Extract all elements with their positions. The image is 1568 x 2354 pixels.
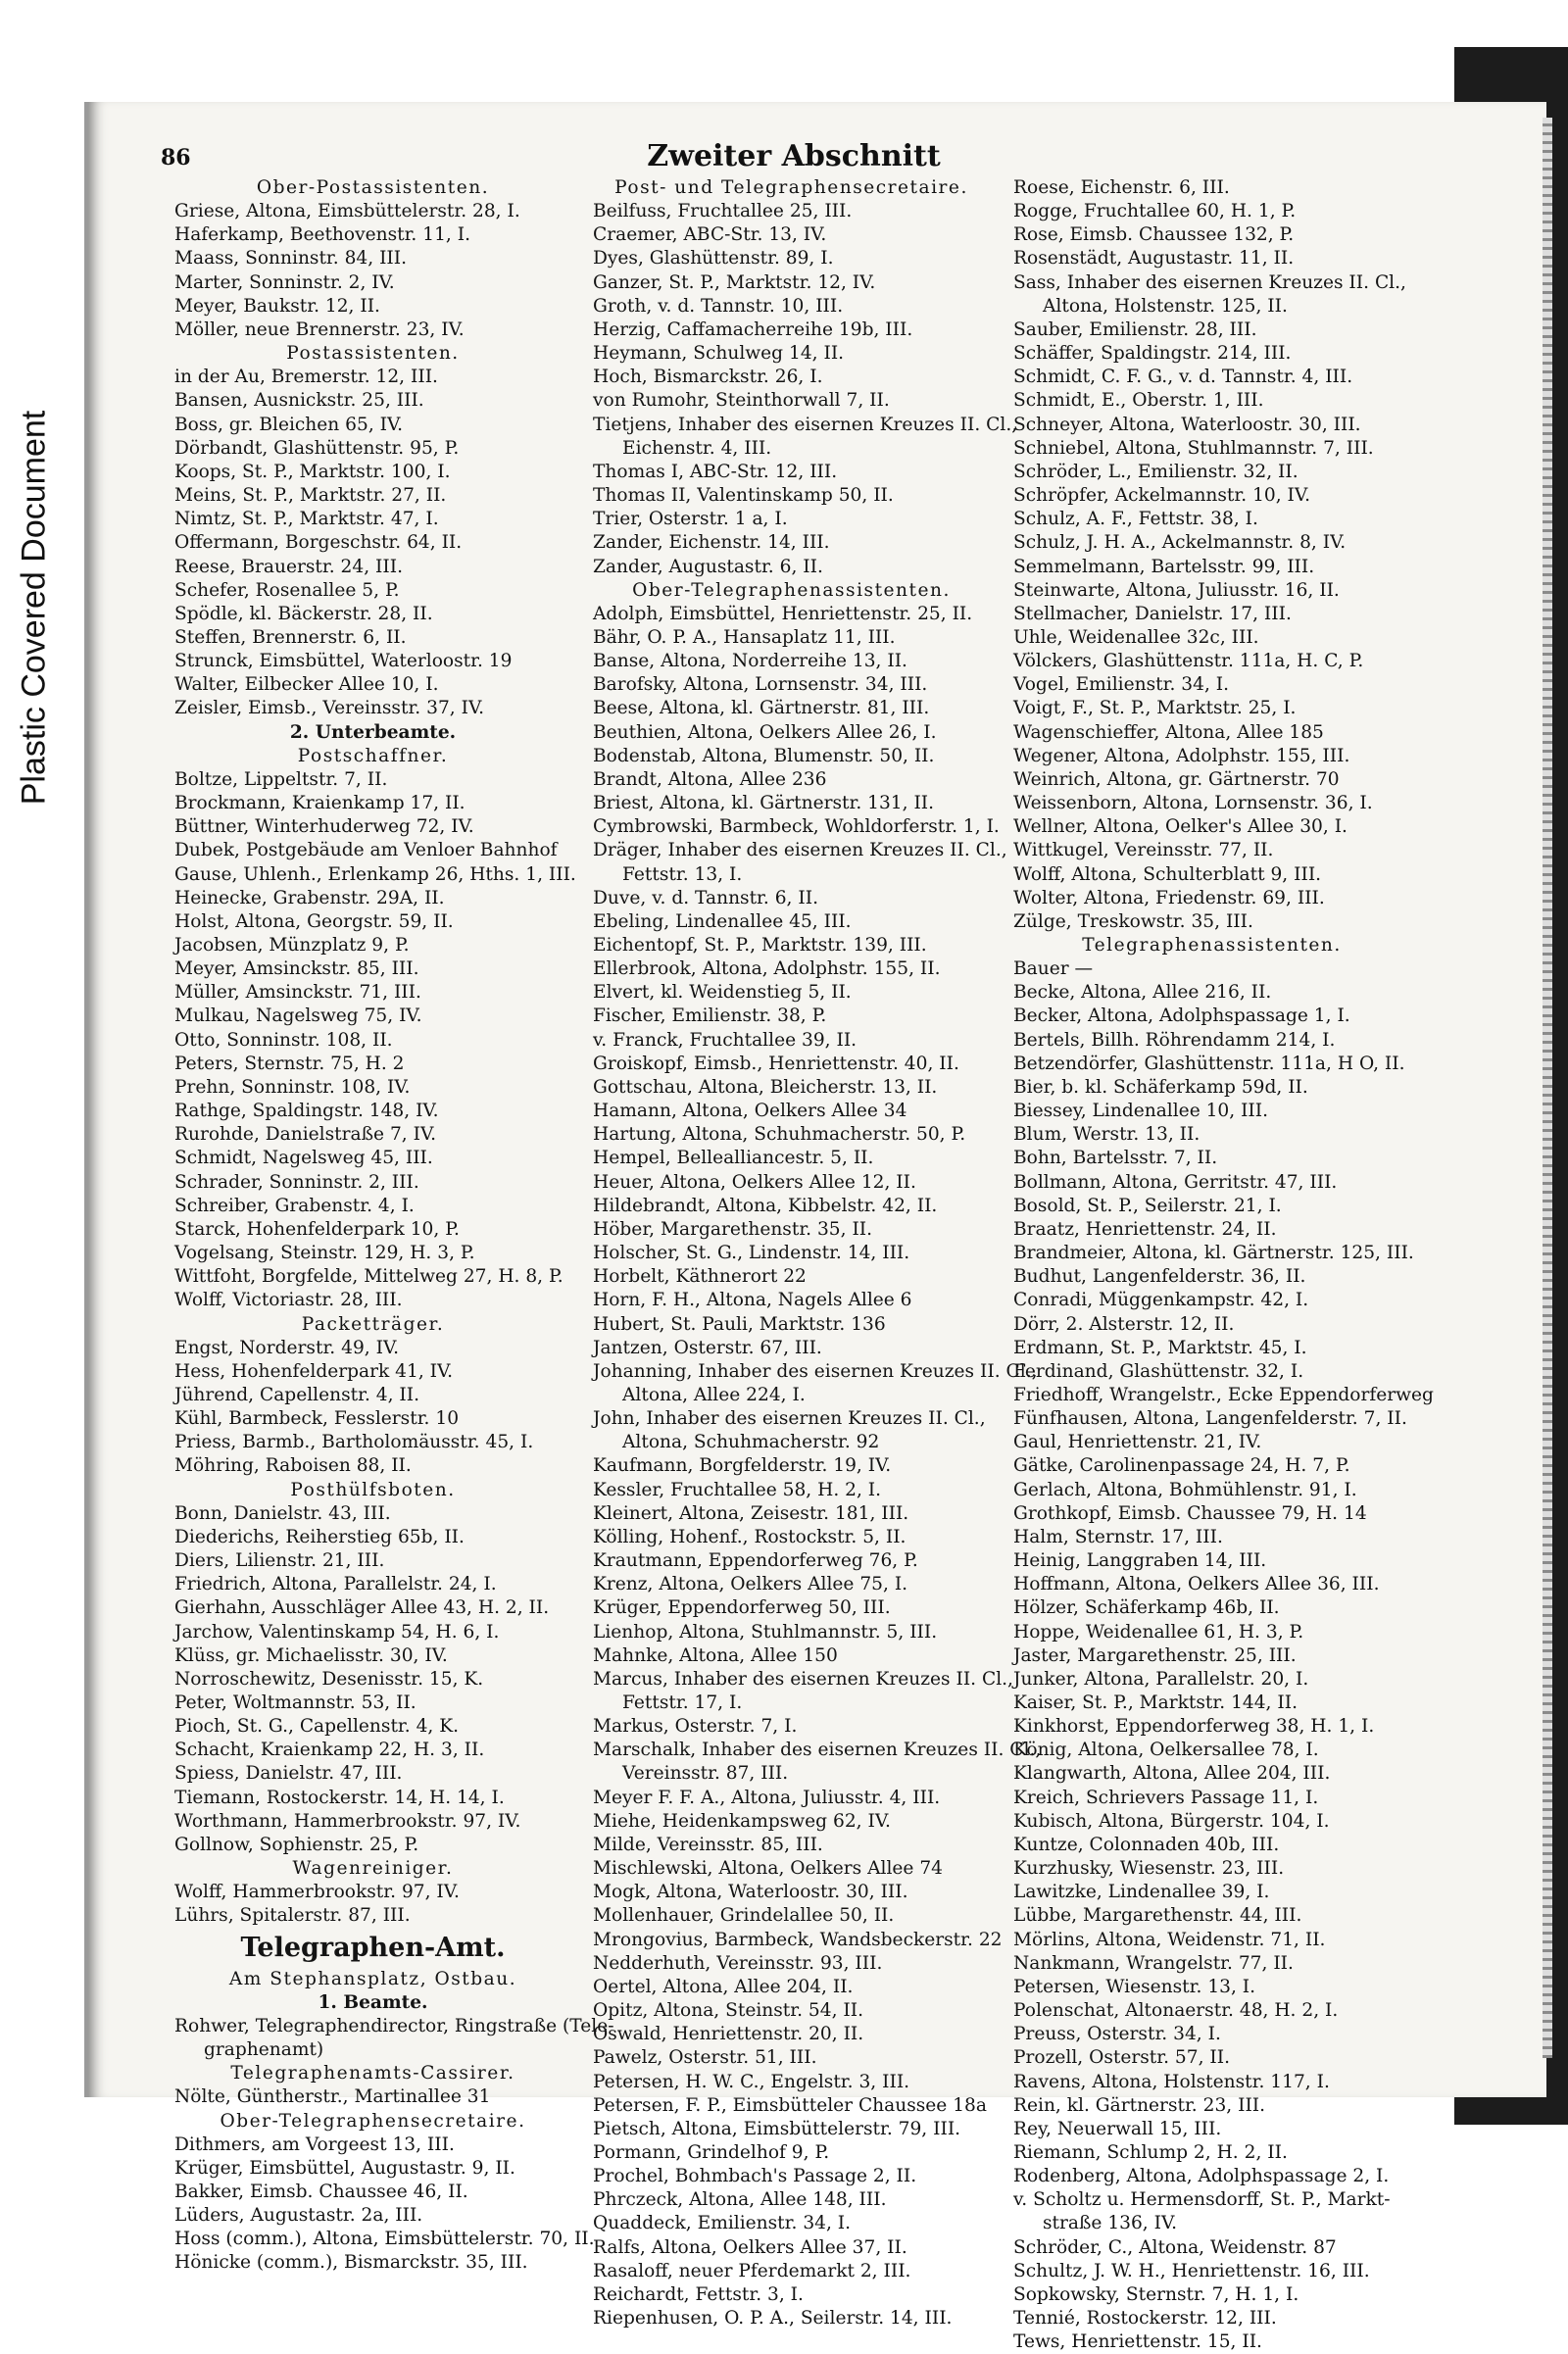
- directory-entry: Heinig, Langgraben 14, III.: [1013, 1550, 1267, 1572]
- directory-entry: Stellmacher, Danielstr. 17, III.: [1013, 603, 1292, 624]
- directory-entry: Tennié, Rostockerstr. 12, III.: [1013, 2308, 1277, 2329]
- directory-entry: Thomas II, Valentinskamp 50, II.: [593, 485, 894, 507]
- directory-entry: Markus, Osterstr. 7, I.: [593, 1716, 798, 1738]
- directory-entry: Pormann, Grindelhof 9, P.: [593, 2141, 830, 2163]
- directory-entry: Hoppe, Weidenallee 61, H. 3, P.: [1013, 1621, 1304, 1643]
- directory-entry: Preuss, Osterstr. 34, I.: [1013, 2024, 1221, 2045]
- section-heading: Ober-Postassistenten.: [256, 177, 490, 198]
- directory-entry: Kurzhusky, Wiesenstr. 23, III.: [1013, 1858, 1285, 1880]
- directory-entry: Mrongovius, Barmbeck, Wandsbeckerstr. 22: [593, 1929, 1003, 1950]
- directory-entry: Büttner, Winterhuderweg 72, IV.: [174, 816, 474, 838]
- section-heading: Post- und Telegraphensecretaire.: [614, 177, 968, 198]
- directory-entry: Peters, Sternstr. 75, H. 2: [174, 1053, 405, 1074]
- directory-entry: Gätke, Carolinenpassage 24, H. 7, P.: [1013, 1455, 1350, 1477]
- directory-entry: Diederichs, Reiherstieg 65b, II.: [174, 1526, 465, 1547]
- directory-entry: Dörr, 2. Alsterstr. 12, II.: [1013, 1313, 1235, 1335]
- directory-entry: Wagenschieffer, Altona, Allee 185: [1013, 721, 1324, 743]
- directory-entry: Lübbe, Margarethenstr. 44, III.: [1013, 1905, 1302, 1927]
- directory-column-1: [174, 176, 614, 2274]
- directory-entry: Koops, St. P., Marktstr. 100, I.: [174, 461, 451, 482]
- directory-entry: Rosenstädt, Augustastr. 11, II.: [1013, 248, 1295, 270]
- directory-entry: Ellerbrook, Altona, Adolphstr. 155, II.: [593, 958, 941, 980]
- directory-entry: Nölte, Güntherstr., Martinallee 31: [174, 2086, 491, 2108]
- directory-entry: Hoffmann, Altona, Oelkers Allee 36, III.: [1013, 1574, 1380, 1595]
- directory-entry: Ferdinand, Glashüttenstr. 32, I.: [1013, 1360, 1304, 1382]
- directory-entry: Höber, Margarethenstr. 35, II.: [593, 1218, 873, 1240]
- directory-entry: Petersen, Wiesenstr. 13, I.: [1013, 1976, 1256, 1997]
- directory-entry: Hess, Hohenfelderpark 41, IV.: [174, 1360, 454, 1382]
- directory-entry: Rohwer, Telegraphendirector, Ringstraße (Tele-: [174, 2015, 614, 2036]
- directory-entry: Elvert, kl. Weidenstieg 5, II.: [593, 982, 852, 1004]
- directory-entry: Budhut, Langenfelderstr. 36, II.: [1013, 1266, 1306, 1288]
- directory-entry: Spiess, Danielstr. 47, III.: [174, 1763, 403, 1785]
- section-heading: Telegraphenassistenten.: [1082, 935, 1342, 956]
- section-heading: Posthülfsboten.: [290, 1479, 456, 1500]
- entry-continuation: graphenamt): [204, 2039, 324, 2061]
- directory-entry: Meyer F. F. A., Altona, Juliusstr. 4, III.: [593, 1787, 941, 1808]
- directory-entry: Bodenstab, Altona, Blumenstr. 50, II.: [593, 745, 935, 766]
- directory-entry: Lüders, Augustastr. 2a, III.: [174, 2205, 423, 2227]
- directory-entry: Petersen, H. W. C., Engelstr. 3, III.: [593, 2071, 910, 2092]
- directory-entry: Mischlewski, Altona, Oelkers Allee 74: [593, 1858, 943, 1880]
- directory-entry: Zülge, Treskowstr. 35, III.: [1013, 910, 1253, 932]
- directory-entry: Weissenborn, Altona, Lornsenstr. 36, I.: [1013, 793, 1373, 814]
- directory-entry: Zander, Augustastr. 6, II.: [593, 556, 823, 577]
- directory-entry: Pietsch, Altona, Eimsbüttelerstr. 79, III.: [593, 2118, 961, 2139]
- directory-entry: Kessler, Fruchtallee 58, H. 2, I.: [593, 1479, 882, 1500]
- directory-entry: Vogelsang, Steinstr. 129, H. 3, P.: [174, 1243, 475, 1264]
- directory-entry: v. Franck, Fruchtallee 39, II.: [593, 1029, 858, 1051]
- section-heading: Wagenreiniger.: [292, 1858, 454, 1880]
- directory-entry: Schacht, Kraienkamp 22, H. 3, II.: [174, 1740, 485, 1761]
- directory-entry: Brockmann, Kraienkamp 17, II.: [174, 793, 466, 814]
- directory-entry: Müller, Amsinckstr. 71, III.: [174, 982, 421, 1004]
- subsection-heading: 2. Unterbeamte.: [289, 721, 457, 743]
- directory-entry: Hempel, Bellealliancestr. 5, II.: [593, 1148, 874, 1169]
- directory-entry: Gottschau, Altona, Bleicherstr. 13, II.: [593, 1076, 938, 1098]
- entry-continuation: straße 136, IV.: [1043, 2213, 1178, 2234]
- directory-entry: Strunck, Eimsbüttel, Waterloostr. 19: [174, 651, 513, 672]
- directory-entry: Heinecke, Grabenstr. 29A, II.: [174, 887, 445, 908]
- directory-entry: Walter, Eilbecker Allee 10, I.: [174, 674, 439, 696]
- entry-continuation: Altona, Allee 224, I.: [622, 1384, 806, 1405]
- directory-entry: Prozell, Osterstr. 57, II.: [1013, 2047, 1231, 2069]
- directory-entry: Engst, Norderstr. 49, IV.: [174, 1337, 400, 1358]
- directory-entry: Otto, Sonninstr. 108, II.: [174, 1029, 393, 1051]
- directory-entry: Priess, Barmb., Bartholomäusstr. 45, I.: [174, 1432, 534, 1453]
- directory-entry: Jantzen, Osterstr. 67, III.: [593, 1337, 822, 1358]
- directory-entry: Brandmeier, Altona, kl. Gärtnerstr. 125, III.: [1013, 1243, 1414, 1264]
- directory-entry: v. Scholtz u. Hermensdorff, St. P., Markt-: [1013, 2189, 1391, 2211]
- directory-entry: Gause, Uhlenh., Erlenkamp 26, Hths. 1, III.: [174, 863, 576, 885]
- directory-entry: Kreich, Schrievers Passage 11, I.: [1013, 1787, 1319, 1808]
- directory-entry: Krüger, Eimsbüttel, Augustastr. 9, II.: [174, 2157, 515, 2179]
- directory-entry: Schrader, Sonninstr. 2, III.: [174, 1171, 419, 1193]
- directory-entry: Hölzer, Schäferkamp 46b, II.: [1013, 1597, 1280, 1619]
- directory-entry: Lührs, Spitalerstr. 87, III.: [174, 1905, 411, 1927]
- directory-entry: Becker, Altona, Adolphspassage 1, I.: [1013, 1005, 1350, 1027]
- directory-entry: Sauber, Emilienstr. 28, III.: [1013, 319, 1257, 340]
- directory-entry: Fischer, Emilienstr. 38, P.: [593, 1005, 827, 1027]
- directory-entry: Beilfuss, Fruchtallee 25, III.: [593, 201, 853, 222]
- directory-entry: Heymann, Schulweg 14, II.: [593, 343, 845, 365]
- directory-entry: Bohn, Bartelsstr. 7, II.: [1013, 1148, 1218, 1169]
- directory-entry: Gollnow, Sophienstr. 25, P.: [174, 1834, 419, 1855]
- directory-entry: Kuntze, Colonnaden 40b, III.: [1013, 1834, 1280, 1855]
- directory-entry: Bier, b. kl. Schäferkamp 59d, II.: [1013, 1076, 1308, 1098]
- directory-entry: Haferkamp, Beethovenstr. 11, I.: [174, 224, 470, 246]
- directory-entry: Kölling, Hohenf., Rostockstr. 5, II.: [593, 1526, 906, 1547]
- directory-entry: Steinwarte, Altona, Juliusstr. 16, II.: [1013, 579, 1340, 601]
- directory-entry: Dyes, Glashüttenstr. 89, I.: [593, 248, 834, 270]
- directory-entry: Barofsky, Altona, Lornsenstr. 34, III.: [593, 674, 928, 696]
- directory-entry: Ralfs, Altona, Oelkers Allee 37, II.: [593, 2236, 907, 2258]
- directory-entry: Klangwarth, Altona, Allee 204, III.: [1013, 1763, 1331, 1785]
- directory-entry: Cymbrowski, Barmbeck, Wohldorferstr. 1, I.: [593, 816, 1000, 838]
- directory-entry: Brandt, Altona, Allee 236: [593, 768, 827, 790]
- directory-entry: Ravens, Altona, Holstenstr. 117, I.: [1013, 2071, 1330, 2092]
- directory-entry: Worthmann, Hammerbrookstr. 97, IV.: [174, 1810, 521, 1832]
- directory-entry: Wegener, Altona, Adolphstr. 155, III.: [1013, 745, 1350, 766]
- directory-entry: Jarchow, Valentinskamp 54, H. 6, I.: [174, 1621, 500, 1643]
- directory-entry: Wolff, Victoriastr. 28, III.: [174, 1290, 403, 1311]
- directory-entry: Petersen, F. P., Eimsbütteler Chaussee 18a: [593, 2094, 987, 2116]
- directory-entry: Nimtz, St. P., Marktstr. 47, I.: [174, 509, 439, 530]
- directory-entry: Mogk, Altona, Waterloostr. 30, III.: [593, 1882, 908, 1903]
- directory-entry: Braatz, Henriettenstr. 24, II.: [1013, 1218, 1277, 1240]
- directory-entry: Schulz, J. H. A., Ackelmannstr. 8, IV.: [1013, 532, 1347, 554]
- directory-entry: Dörbandt, Glashüttenstr. 95, P.: [174, 437, 460, 459]
- directory-entry: Opitz, Altona, Steinstr. 54, II.: [593, 2000, 864, 2022]
- directory-entry: Rurohde, Danielstraße 7, IV.: [174, 1124, 437, 1146]
- directory-entry: Kaufmann, Borgfelderstr. 19, IV.: [593, 1455, 892, 1477]
- directory-entry: Kleinert, Altona, Zeisestr. 181, III.: [593, 1502, 909, 1524]
- entry-continuation: Eichenstr. 4, III.: [622, 437, 772, 459]
- directory-entry: Horn, F. H., Altona, Nagels Allee 6: [593, 1290, 912, 1311]
- directory-entry: Schmidt, C. F. G., v. d. Tannstr. 4, III.: [1013, 367, 1353, 388]
- directory-entry: Kaiser, St. P., Marktstr. 144, II.: [1013, 1692, 1298, 1713]
- directory-entry: Oertel, Altona, Allee 204, II.: [593, 1976, 854, 1997]
- directory-entry: Kühl, Barmbeck, Fesslerstr. 10: [174, 1408, 460, 1430]
- directory-entry: Hoch, Bismarckstr. 26, I.: [593, 367, 823, 388]
- section-heading: Postassistenten.: [286, 343, 460, 365]
- directory-entry: Mulkau, Nagelsweg 75, IV.: [174, 1005, 422, 1027]
- directory-entry: Sopkowsky, Sternstr. 7, H. 1, I.: [1013, 2283, 1299, 2305]
- directory-entry: Bansen, Ausnickstr. 25, III.: [174, 390, 424, 412]
- page-number: 86: [161, 145, 191, 171]
- directory-entry: Schmidt, Nagelsweg 45, III.: [174, 1148, 433, 1169]
- directory-entry: König, Altona, Oelkersallee 78, I.: [1013, 1740, 1319, 1761]
- directory-entry: Betzendörfer, Glashüttenstr. 111a, H O, II.: [1013, 1053, 1405, 1074]
- directory-entry: Nankmann, Wrangelstr. 77, II.: [1013, 1952, 1294, 1974]
- directory-entry: Schröder, L., Emilienstr. 32, II.: [1013, 461, 1298, 482]
- directory-entry: Norroschewitz, Desenisstr. 15, K.: [174, 1668, 484, 1690]
- directory-entry: Tietjens, Inhaber des eisernen Kreuzes II. Cl.,: [593, 414, 1018, 435]
- directory-entry: Schmidt, E., Oberstr. 1, III.: [1013, 390, 1264, 412]
- directory-entry: Rasaloff, neuer Pferdemarkt 2, III.: [593, 2260, 911, 2281]
- directory-entry: Hartung, Altona, Schuhmacherstr. 50, P.: [593, 1124, 966, 1146]
- directory-entry: Fünfhausen, Altona, Langenfelderstr. 7, II.: [1013, 1408, 1407, 1430]
- directory-entry: Pioch, St. G., Capellenstr. 4, K.: [174, 1716, 460, 1738]
- directory-entry: Voigt, F., St. P., Marktstr. 25, I.: [1013, 698, 1297, 719]
- directory-entry: Wolter, Altona, Friedenstr. 69, III.: [1013, 887, 1325, 908]
- directory-entry: Wittfoht, Borgfelde, Mittelweg 27, H. 8, P.: [174, 1266, 564, 1288]
- directory-entry: Hönicke (comm.), Bismarckstr. 35, III.: [174, 2252, 528, 2274]
- directory-entry: Spödle, kl. Bäckerstr. 28, II.: [174, 603, 433, 624]
- page-edge: [1543, 118, 1552, 2058]
- directory-entry: Diers, Lilienstr. 21, III.: [174, 1550, 385, 1572]
- section-heading: Telegraphenamts-Cassirer.: [230, 2063, 515, 2084]
- section-heading: Postschaffner.: [297, 745, 449, 766]
- entry-continuation: Fettstr. 17, I.: [622, 1692, 743, 1713]
- directory-entry: Mollenhauer, Grindelallee 50, II.: [593, 1905, 895, 1927]
- directory-entry: Dubek, Postgebäude am Venloer Bahnhof: [174, 840, 558, 861]
- directory-entry: Semmelmann, Bartelsstr. 99, III.: [1013, 556, 1315, 577]
- directory-entry: Schröpfer, Ackelmannstr. 10, IV.: [1013, 485, 1310, 507]
- directory-entry: Johanning, Inhaber des eisernen Kreuzes II. Cl.,: [593, 1360, 1038, 1382]
- directory-entry: Adolph, Eimsbüttel, Henriettenstr. 25, II.: [593, 603, 973, 624]
- directory-entry: Tews, Henriettenstr. 15, II.: [1013, 2331, 1262, 2353]
- directory-entry: Lienhop, Altona, Stuhlmannstr. 5, III.: [593, 1621, 938, 1643]
- directory-entry: Rose, Eimsb. Chaussee 132, P.: [1013, 224, 1295, 246]
- directory-entry: Dithmers, am Vorgeest 13, III.: [174, 2133, 455, 2155]
- directory-entry: Phrczeck, Altona, Allee 148, III.: [593, 2189, 887, 2211]
- directory-entry: Friedhoff, Wrangelstr., Ecke Eppendorferweg: [1013, 1384, 1434, 1405]
- directory-entry: Junker, Altona, Parallelstr. 20, I.: [1013, 1668, 1309, 1690]
- section-heading: Ober-Telegraphenassistenten.: [632, 579, 951, 601]
- directory-entry: Schäffer, Spaldingstr. 214, III.: [1013, 343, 1292, 365]
- directory-entry: Meins, St. P., Marktstr. 27, II.: [174, 485, 447, 507]
- directory-entry: Zeisler, Eimsb., Vereinsstr. 37, IV.: [174, 698, 485, 719]
- directory-entry: Marschalk, Inhaber des eisernen Kreuzes II. Cl.,: [593, 1740, 1042, 1761]
- directory-entry: Bonn, Danielstr. 43, III.: [174, 1502, 391, 1524]
- directory-entry: Weinrich, Altona, gr. Gärtnerstr. 70: [1013, 768, 1340, 790]
- directory-entry: Marcus, Inhaber des eisernen Kreuzes II. Cl.,: [593, 1668, 1013, 1690]
- directory-entry: Beese, Altona, kl. Gärtnerstr. 81, III.: [593, 698, 930, 719]
- directory-entry: Dräger, Inhaber des eisernen Kreuzes II. Cl.,: [593, 840, 1007, 861]
- directory-entry: Milde, Vereinsstr. 85, III.: [593, 1834, 823, 1855]
- directory-entry: Schreiber, Grabenstr. 4, I.: [174, 1195, 415, 1216]
- directory-entry: Schulz, A. F., Fettstr. 38, I.: [1013, 509, 1258, 530]
- directory-entry: Holscher, St. G., Lindenstr. 14, III.: [593, 1243, 910, 1264]
- directory-entry: Schultz, J. W. H., Henriettenstr. 16, III.: [1013, 2260, 1370, 2281]
- office-title: Telegraphen-Amt.: [240, 1932, 506, 1963]
- section-heading: Ober-Telegraphensecretaire.: [220, 2110, 526, 2132]
- directory-entry: Starck, Hohenfelderpark 10, P.: [174, 1218, 460, 1240]
- directory-entry: Banse, Altona, Norderreihe 13, II.: [593, 651, 907, 672]
- directory-entry: Wolff, Altona, Schulterblatt 9, III.: [1013, 863, 1322, 885]
- directory-entry: Briest, Altona, kl. Gärtnerstr. 131, II.: [593, 793, 935, 814]
- directory-entry: Boltze, Lippeltstr. 7, II.: [174, 768, 388, 790]
- directory-entry: Bähr, O. P. A., Hansaplatz 11, III.: [593, 626, 896, 648]
- directory-column-3: [1013, 176, 1434, 2353]
- directory-entry: Lawitzke, Lindenallee 39, I.: [1013, 1882, 1270, 1903]
- directory-entry: Craemer, ABC-Str. 13, IV.: [593, 224, 827, 246]
- entry-continuation: Fettstr. 13, I.: [622, 863, 743, 885]
- directory-entry: Prochel, Bohmbach's Passage 2, II.: [593, 2166, 917, 2187]
- directory-entry: Krautmann, Eppendorferweg 76, P.: [593, 1550, 918, 1572]
- directory-entry: Meyer, Amsinckstr. 85, III.: [174, 958, 419, 980]
- directory-entry: Hubert, St. Pauli, Marktstr. 136: [593, 1313, 886, 1335]
- directory-entry: Herzig, Caffamacherreihe 19b, III.: [593, 319, 913, 340]
- directory-entry: Polenschat, Altonaerstr. 48, H. 2, I.: [1013, 2000, 1339, 2022]
- directory-entry: Miehe, Heidenkampsweg 62, IV.: [593, 1810, 891, 1832]
- directory-entry: Rey, Neuerwall 15, III.: [1013, 2118, 1222, 2139]
- directory-entry: Ganzer, St. P., Marktstr. 12, IV.: [593, 271, 876, 293]
- directory-entry: Peter, Woltmannstr. 53, II.: [174, 1692, 416, 1713]
- directory-entry: Tiemann, Rostockerstr. 14, H. 14, I.: [174, 1787, 505, 1808]
- directory-entry: Gerlach, Altona, Bohmühlenstr. 91, I.: [1013, 1479, 1357, 1500]
- directory-entry: Pawelz, Osterstr. 51, III.: [593, 2047, 817, 2069]
- directory-entry: Marter, Sonninstr. 2, IV.: [174, 271, 395, 293]
- directory-entry: Groiskopf, Eimsb., Henriettenstr. 40, II.: [593, 1053, 959, 1074]
- directory-entry: Quaddeck, Emilienstr. 34, I.: [593, 2213, 852, 2234]
- directory-entry: Duve, v. d. Tannstr. 6, II.: [593, 887, 818, 908]
- directory-entry: John, Inhaber des eisernen Kreuzes II. Cl.,: [593, 1408, 986, 1430]
- directory-entry: in der Au, Bremerstr. 12, III.: [174, 367, 438, 388]
- directory-entry: Biessey, Lindenallee 10, III.: [1013, 1101, 1269, 1122]
- directory-entry: Sass, Inhaber des eisernen Kreuzes II. Cl.,: [1013, 271, 1406, 293]
- directory-entry: Becke, Altona, Allee 216, II.: [1013, 982, 1272, 1004]
- directory-entry: Hoss (comm.), Altona, Eimsbüttelerstr. 70, II.: [174, 2229, 595, 2250]
- directory-entry: von Rumohr, Steinthorwall 7, II.: [593, 390, 890, 412]
- side-label-strip: [0, 0, 69, 2133]
- entry-continuation: Altona, Holstenstr. 125, II.: [1043, 295, 1288, 317]
- directory-entry: Riepenhusen, O. P. A., Seilerstr. 14, III.: [593, 2308, 953, 2329]
- directory-entry: Schröder, C., Altona, Weidenstr. 87: [1013, 2236, 1337, 2258]
- directory-entry: Gaul, Henriettenstr. 21, IV.: [1013, 1432, 1262, 1453]
- directory-entry: Gierhahn, Ausschläger Allee 43, H. 2, II.: [174, 1597, 550, 1619]
- directory-entry: Meyer, Baukstr. 12, II.: [174, 295, 380, 317]
- directory-entry: Krenz, Altona, Oelkers Allee 75, I.: [593, 1574, 908, 1595]
- directory-entry: Beuthien, Altona, Oelkers Allee 26, I.: [593, 721, 937, 743]
- directory-entry: Steffen, Brennerstr. 6, II.: [174, 626, 407, 648]
- directory-entry: Jührend, Capellenstr. 4, II.: [174, 1384, 420, 1405]
- directory-entry: Klüss, gr. Michaelisstr. 30, IV.: [174, 1644, 448, 1666]
- directory-entry: Bauer —: [1013, 958, 1094, 980]
- directory-entry: Conradi, Müggenkampstr. 42, I.: [1013, 1290, 1309, 1311]
- directory-entry: Schneyer, Altona, Waterloostr. 30, III.: [1013, 414, 1361, 435]
- directory-entry: Ebeling, Lindenallee 45, III.: [593, 910, 852, 932]
- directory-entry: Hamann, Altona, Oelkers Allee 34: [593, 1101, 907, 1122]
- directory-entry: Kinkhorst, Eppendorferweg 38, H. 1, I.: [1013, 1716, 1375, 1738]
- directory-entry: Mahnke, Altona, Allee 150: [593, 1644, 838, 1666]
- directory-entry: Möhring, Raboisen 88, II.: [174, 1455, 412, 1477]
- directory-entry: Heuer, Altona, Oelkers Allee 12, II.: [593, 1171, 916, 1193]
- directory-column-2: [593, 176, 1042, 2329]
- directory-entry: Krüger, Eppendorferweg 50, III.: [593, 1597, 891, 1619]
- directory-entry: Griese, Altona, Eimsbüttelerstr. 28, I.: [174, 201, 520, 222]
- directory-entry: Hildebrandt, Altona, Kibbelstr. 42, II.: [593, 1195, 938, 1216]
- directory-entry: Thomas I, ABC-Str. 12, III.: [593, 461, 838, 482]
- side-label-text: Plastic Covered Document: [15, 410, 53, 806]
- directory-entry: Wellner, Altona, Oelker's Allee 30, I.: [1013, 816, 1348, 838]
- directory-entry: Boss, gr. Bleichen 65, IV.: [174, 414, 404, 435]
- directory-entry: Nedderhuth, Vereinsstr. 93, III.: [593, 1952, 883, 1974]
- directory-entry: Rodenberg, Altona, Adolphspassage 2, I.: [1013, 2166, 1390, 2187]
- section-heading: Packetträger.: [301, 1313, 445, 1335]
- directory-entry: Riemann, Schlump 2, H. 2, II.: [1013, 2141, 1288, 2163]
- directory-entry: Bollmann, Altona, Gerritstr. 47, III.: [1013, 1171, 1338, 1193]
- directory-entry: Jacobsen, Münzplatz 9, P.: [174, 935, 410, 956]
- directory-entry: Blum, Werstr. 13, II.: [1013, 1124, 1200, 1146]
- directory-entry: Vogel, Emilienstr. 34, I.: [1013, 674, 1230, 696]
- directory-entry: Reese, Brauerstr. 24, III.: [174, 556, 403, 577]
- section-title: Zweiter Abschnitt: [647, 139, 941, 173]
- directory-entry: Bosold, St. P., Seilerstr. 21, I.: [1013, 1195, 1282, 1216]
- directory-entry: Möller, neue Brennerstr. 23, IV.: [174, 319, 465, 340]
- directory-entry: Trier, Osterstr. 1 a, I.: [593, 509, 788, 530]
- directory-entry: Wolff, Hammerbrookstr. 97, IV.: [174, 1882, 460, 1903]
- directory-entry: Jaster, Margarethenstr. 25, III.: [1013, 1644, 1297, 1666]
- directory-entry: Kubisch, Altona, Bürgerstr. 104, I.: [1013, 1810, 1330, 1832]
- directory-entry: Rathge, Spaldingstr. 148, IV.: [174, 1101, 439, 1122]
- directory-entry: Eichentopf, St. P., Marktstr. 139, III.: [593, 935, 927, 956]
- directory-entry: Rein, kl. Gärtnerstr. 23, III.: [1013, 2094, 1266, 2116]
- directory-entry: Roese, Eichenstr. 6, III.: [1013, 177, 1230, 198]
- directory-entry: Schefer, Rosenallee 5, P.: [174, 579, 400, 601]
- directory-entry: Groth, v. d. Tannstr. 10, III.: [593, 295, 844, 317]
- directory-entry: Reichardt, Fettstr. 3, I.: [593, 2283, 804, 2305]
- directory-entry: Zander, Eichenstr. 14, III.: [593, 532, 830, 554]
- directory-entry: Bakker, Eimsb. Chaussee 46, II.: [174, 2181, 468, 2202]
- entry-continuation: Altona, Schuhmacherstr. 92: [622, 1432, 880, 1453]
- directory-entry: Wittkugel, Vereinsstr. 77, II.: [1013, 840, 1274, 861]
- directory-entry: Friedrich, Altona, Parallelstr. 24, I.: [174, 1574, 497, 1595]
- directory-entry: Halm, Sternstr. 17, III.: [1013, 1526, 1223, 1547]
- directory-entry: Rogge, Fruchtallee 60, H. 1, P.: [1013, 201, 1297, 222]
- directory-entry: Holst, Altona, Georgstr. 59, II.: [174, 910, 454, 932]
- entry-continuation: Vereinsstr. 87, III.: [622, 1763, 789, 1785]
- directory-entry: Maass, Sonninstr. 84, III.: [174, 248, 408, 270]
- directory-entry: Grothkopf, Eimsb. Chaussee 79, H. 14: [1013, 1502, 1367, 1524]
- directory-entry: Erdmann, St. P., Marktstr. 45, I.: [1013, 1337, 1307, 1358]
- subsection-heading: 1. Beamte.: [318, 1991, 428, 2013]
- directory-entry: Bertels, Billh. Röhrendamm 214, I.: [1013, 1029, 1336, 1051]
- directory-entry: Horbelt, Käthnerort 22: [593, 1266, 807, 1288]
- directory-entry: Völckers, Glashüttenstr. 111a, H. C, P.: [1013, 651, 1364, 672]
- directory-entry: Oswald, Henriettenstr. 20, II.: [593, 2024, 864, 2045]
- directory-entry: Prehn, Sonninstr. 108, IV.: [174, 1076, 411, 1098]
- directory-entry: Schniebel, Altona, Stuhlmannstr. 7, III.: [1013, 437, 1374, 459]
- office-address: Am Stephansplatz, Ostbau.: [228, 1968, 517, 1989]
- directory-entry: Uhle, Weidenallee 32c, III.: [1013, 626, 1259, 648]
- directory-entry: Offermann, Borgeschstr. 64, II.: [174, 532, 463, 554]
- directory-entry: Mörlins, Altona, Weidenstr. 71, II.: [1013, 1929, 1326, 1950]
